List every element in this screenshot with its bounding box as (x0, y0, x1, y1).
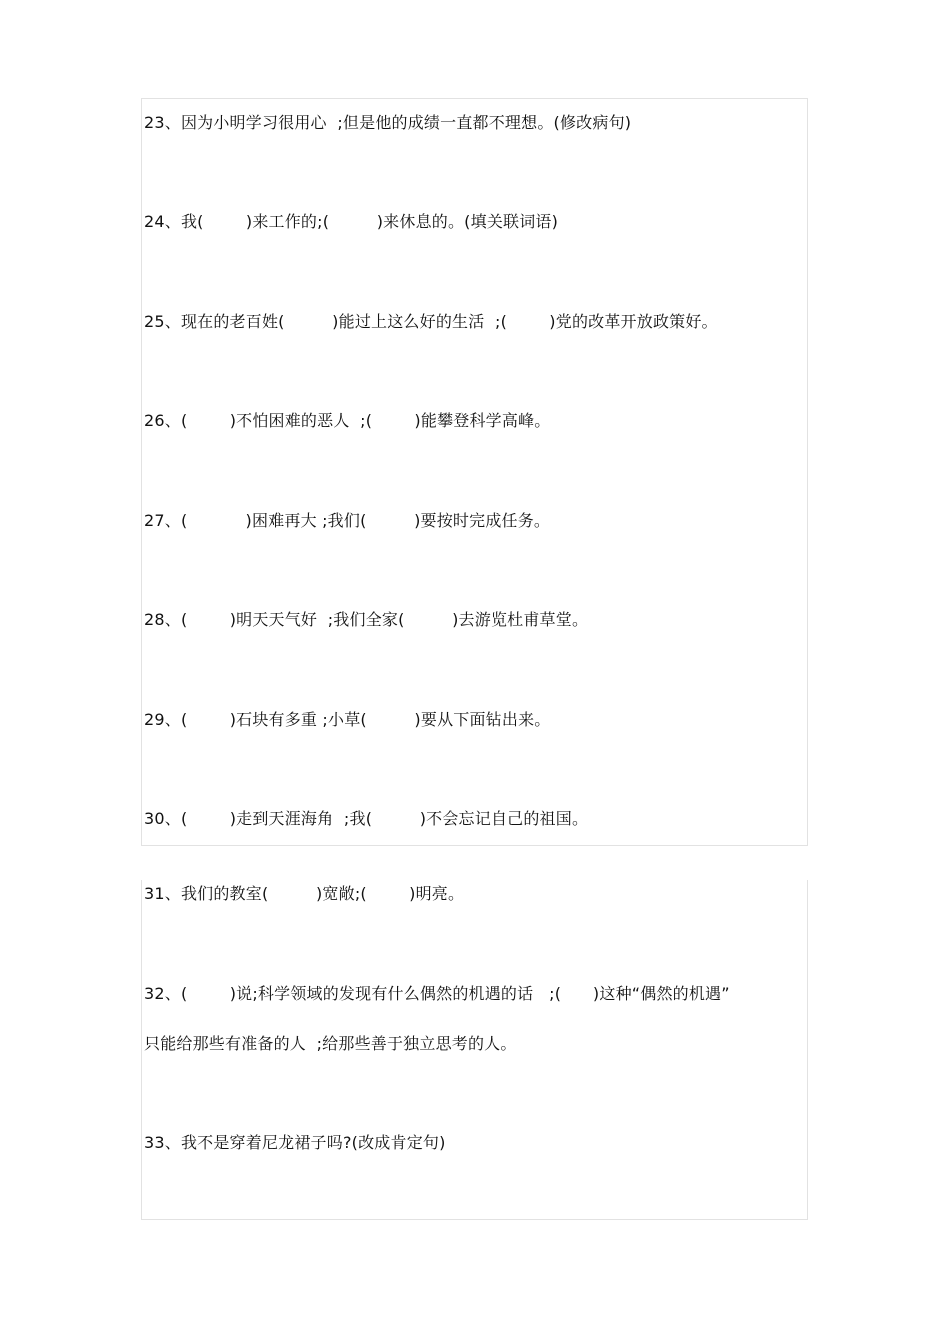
question-30: 30、( )走到天涯海角 ;我( )不会忘记自己的祖国。 (144, 809, 589, 828)
question-31: 31、我们的教室( )宽敞;( )明亮。 (144, 884, 465, 903)
question-25: 25、现在的老百姓( )能过上这么好的生活 ;( )党的改革开放政策好。 (144, 312, 718, 331)
question-28: 28、( )明天天气好 ;我们全家( )去游览杜甫草堂。 (144, 610, 589, 629)
question-27: 27、( )困难再大 ;我们( )要按时完成任务。 (144, 511, 551, 530)
question-33: 33、我不是穿着尼龙裙子吗?(改成肯定句) (144, 1133, 446, 1152)
question-32-line-1: 32、( )说;科学领域的发现有什么偶然的机遇的话 ;( )这种“偶然的机遇” (144, 984, 730, 1003)
question-29: 29、( )石块有多重 ;小草( )要从下面钻出来。 (144, 710, 551, 729)
question-23: 23、因为小明学习很用心 ;但是他的成绩一直都不理想。(修改病句) (144, 113, 632, 132)
question-26: 26、( )不怕困难的恶人 ;( )能攀登科学高峰。 (144, 411, 551, 430)
question-24: 24、我( )来工作的;( )来休息的。(填关联词语) (144, 212, 559, 231)
question-box-1 (141, 98, 808, 846)
question-32-line-2: 只能给那些有准备的人 ;给那些善于独立思考的人。 (144, 1034, 517, 1053)
